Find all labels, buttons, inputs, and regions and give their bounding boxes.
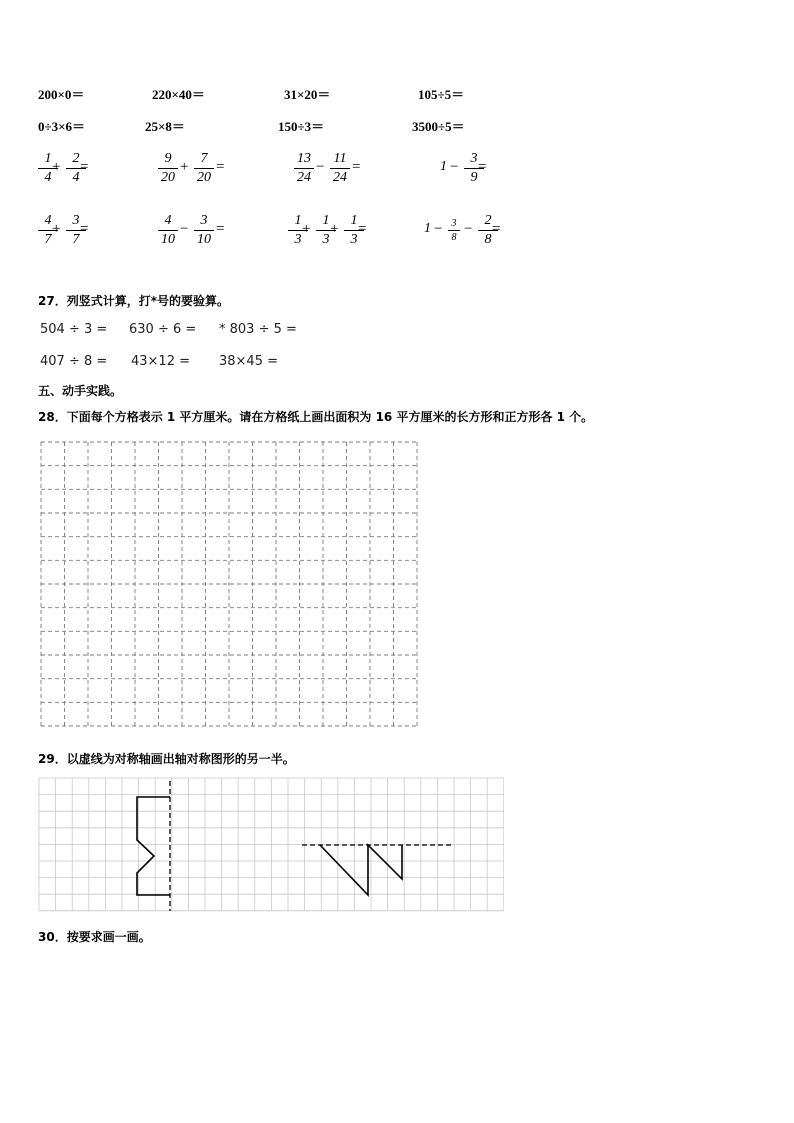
question-28-title: 28．下面每个方格表示 1 平方厘米。请在方格纸上画出面积为 16 平方厘米的长方形和正方形各 1 个。 <box>38 410 594 424</box>
vertical-calc-problem: 407 ÷ 8 = <box>40 354 108 369</box>
half-figure-left <box>137 797 170 895</box>
operator-symbol: + <box>180 159 189 175</box>
fraction-numerator: 7 <box>200 150 208 166</box>
oral-problem: 25×8＝ <box>145 119 185 134</box>
oral-problem: 3500÷5＝ <box>412 119 465 134</box>
fraction-numerator: 1 <box>350 212 358 228</box>
operator-symbol: = <box>80 221 89 237</box>
square-grid-paper[interactable] <box>40 441 418 727</box>
fraction <box>330 148 350 188</box>
fraction-denominator: 8 <box>484 231 492 247</box>
fraction-numerator: 1 <box>322 212 330 228</box>
question-30-title: 30．按要求画一画。 <box>38 930 151 944</box>
vertical-calc-problem: * 803 ÷ 5 = <box>219 322 297 337</box>
fraction <box>158 148 178 188</box>
integer-term: 1 <box>440 159 447 174</box>
fraction-denominator: 7 <box>44 231 52 247</box>
operator-symbol: = <box>358 221 367 237</box>
operator-symbol: = <box>478 159 487 175</box>
question-27-title: 27．列竖式计算，打*号的要验算。 <box>38 294 229 308</box>
fraction-numerator: 1 <box>44 150 52 166</box>
fraction-numerator: 3 <box>451 217 457 229</box>
fraction <box>294 148 314 188</box>
fraction-numerator: 11 <box>333 150 347 166</box>
fraction-denominator: 24 <box>297 169 311 185</box>
fraction <box>448 210 460 250</box>
question-29-title: 29．以虚线为对称轴画出轴对称图形的另一半。 <box>38 752 295 766</box>
operator-symbol: = <box>352 159 361 175</box>
fraction-denominator: 3 <box>322 231 330 247</box>
fraction-numerator: 3 <box>200 212 208 228</box>
fraction-denominator: 7 <box>72 231 80 247</box>
operator-symbol: − <box>450 159 459 175</box>
operator-symbol: = <box>216 159 225 175</box>
oral-problem: 105÷5＝ <box>418 87 465 102</box>
oral-problem: 0÷3×6＝ <box>38 119 86 134</box>
fraction <box>194 210 214 250</box>
fraction-numerator: 4 <box>164 212 172 228</box>
fraction-denominator: 20 <box>161 169 175 185</box>
operator-symbol: − <box>464 221 473 237</box>
operator-symbol: + <box>330 221 339 237</box>
operator-symbol: − <box>180 221 189 237</box>
oral-problem: 220×40＝ <box>152 87 205 102</box>
fraction-numerator: 3 <box>72 212 80 228</box>
fraction-denominator: 10 <box>161 231 175 247</box>
operator-symbol: = <box>216 221 225 237</box>
fraction-denominator: 3 <box>350 231 358 247</box>
fraction-denominator: 10 <box>197 231 211 247</box>
fraction-denominator: 20 <box>197 169 211 185</box>
fraction-numerator: 9 <box>164 150 172 166</box>
fraction-numerator: 2 <box>72 150 80 166</box>
symmetry-grid[interactable] <box>38 777 504 914</box>
half-figure-right <box>320 845 402 895</box>
integer-term: 1 <box>424 221 431 236</box>
vertical-calc-problem: 630 ÷ 6 = <box>129 322 197 337</box>
fraction-denominator: 8 <box>451 231 457 243</box>
fraction <box>158 210 178 250</box>
vertical-calc-problem: 504 ÷ 3 = <box>40 322 108 337</box>
operator-symbol: + <box>52 159 61 175</box>
fraction-numerator: 4 <box>44 212 52 228</box>
operator-symbol: + <box>52 221 61 237</box>
fraction-denominator: 3 <box>294 231 302 247</box>
fraction <box>194 148 214 188</box>
oral-problem: 150÷3＝ <box>278 119 325 134</box>
fraction-denominator: 4 <box>72 169 80 185</box>
vertical-calc-problem: 38×45 = <box>219 354 279 369</box>
vertical-calc-problem: 43×12 = <box>131 354 191 369</box>
operator-symbol: − <box>316 159 325 175</box>
fraction-denominator: 4 <box>44 169 52 185</box>
fraction-denominator: 9 <box>470 169 478 185</box>
operator-symbol: = <box>492 221 501 237</box>
operator-symbol: + <box>302 221 311 237</box>
fraction-numerator: 1 <box>294 212 302 228</box>
operator-symbol: = <box>80 159 89 175</box>
fraction-numerator: 2 <box>484 212 492 228</box>
operator-symbol: − <box>434 221 443 237</box>
fraction-denominator: 24 <box>333 169 347 185</box>
fraction-numerator: 13 <box>297 150 311 166</box>
section-5-title: 五、动手实践。 <box>38 384 123 398</box>
fraction-numerator: 3 <box>470 150 478 166</box>
oral-problem: 200×0＝ <box>38 87 85 102</box>
oral-problem: 31×20＝ <box>284 87 331 102</box>
